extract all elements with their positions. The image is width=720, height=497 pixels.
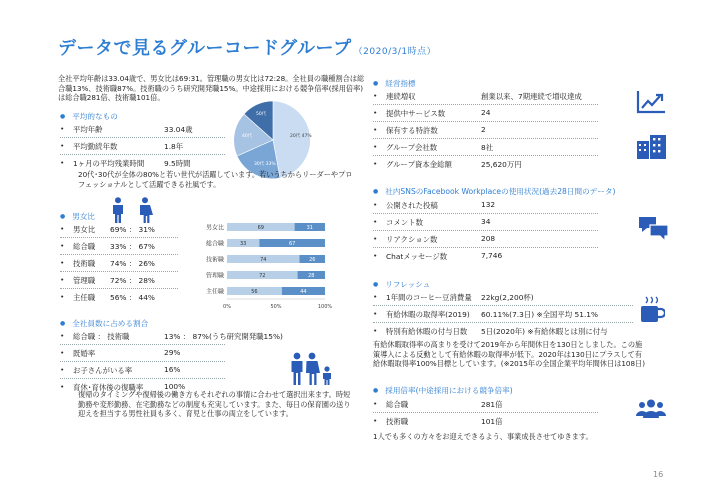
data-label: 31 (306, 225, 313, 231)
category-label: 主任職 (205, 288, 224, 296)
category-label: 管理職 (205, 272, 224, 280)
page-title: データで見るグルーコードグループ （2020/3/1時点） (58, 38, 437, 59)
pie-label: 50代 (256, 112, 267, 117)
section-heading-sns: ● 社内SNSのFacebook Workplaceの使用状況(過去28日間のデータ) (373, 186, 615, 197)
average-note: 20代･30代が全体の80%と若い世代が活躍しています。若いうちからリーダーやプロフェッショナルとして活躍できる社風です。 (78, 170, 353, 189)
slide-page: データで見るグルーコードグループ （2020/3/1時点） 全社平均年齢は33.04歳で、男女比は69:31。管理職の男女比は72:28。全社員の職種割合は総合職13%、技術職87%。技術職のうち研究開発職15%。中途採用における競争倍率(採用倍率)は総合職281倍、技術職101倍。 ● 平均的なもの • 平均年齢 33.04歳 • 平均勤続年数 1.8年 • 1ヶ月の平均残業時間 9.5時間 20代 47% 30代 33% 40代 50代 20代･30代が全体の80%と若い世代が活躍しています。若いうちからリーダーやプロフェッショナルとして活躍できる社風です。 ● 男女比 • 男女比 69% ： 31% • 総合職 33% ： 67% • 技術職 74% ： 26% • 管理職 72% ： 28% • 主任職 56% ： 44% 男女比 69 31 総合職 33 67 技術職 74 26 管理職 72 28 主任職 56 44 0% 50% 100% ● 全社員数に占める割合 • 総合職 ： 技術職 13% ： 87%(うち研究開発職15%) • 既婚率 29% • お子さんがいる率 16% • 育休･育休後の復職率 100% 復帰のタイミングや復帰後の働き方もそれぞれの事情に合わせて選択出来ます。時短勤務や変形勤務、在宅勤務などの制度も充実しています。また、毎日の保育園の送り迎えを担当する男性社員も多く、育児と仕事の両立をしています。 ● 経営指標 • 連続増収 創業以来、7期連続で増収達成 • 提供中サービス数 24 • 保有する特許数 2 • グループ会社数 8社 • グループ資本金総額 25,620万円 ● 社内SNSのFacebook Workplaceの使用状況(過去28日間のデータ) • 公開された投稿 132 • コメント数 34 • リアクション数 208 • Chatメッセージ数 7,746 ● リフレッシュ • 1年間のコーヒー豆消費量 22kg(2,200杯) • 有給休暇の取得率(2019) 60.11%(7.3日) ※全国平均 51.1% • 特別有給休暇の付与日数 5日(2020年) ※有給休暇とは別に付与 有給休暇取得率の高まりを受けて2019年から年間休日を130日としました。この施策導入による反動として有給休暇の取得率が低下。2020年は130日にプラスして有給休暇取得率100%目標としています。(※2015年の全国企業平均年間休日は108日) ● 採用倍率(中途採用における競争倍率) • 総合職 281倍 • 技術職 101倍 1人でも多くの方々をお迎えできるよう、事業成長させてゆきます。 16 (0, 0, 720, 497)
buildings-icon (636, 133, 668, 159)
gender-bar-chart (190, 220, 340, 315)
data-label: 26 (309, 257, 316, 263)
data-label: 72 (259, 273, 266, 279)
tick-label: 50% (270, 304, 282, 310)
chat-icon (638, 215, 670, 243)
age-pie-chart (232, 99, 314, 181)
section-heading-average: ● 平均的なもの (60, 111, 118, 122)
ratio-note: 復帰のタイミングや復帰後の働き方もそれぞれの事情に合わせて選択出来ます。時短勤務や変形勤務、在宅勤務などの制度も充実しています。また、毎日の保育園の送り迎えを担当する男性社員も多く、育児と仕事の両立をしています。 (78, 390, 351, 419)
data-label: 74 (260, 257, 267, 263)
page-date: （2020/3/1時点） (353, 47, 437, 57)
section-heading-ratio: ● 全社員数に占める割合 (60, 318, 148, 329)
tick-label: 0% (223, 304, 231, 310)
pie-label: 40代 (242, 134, 253, 139)
section-heading-recruit: ● 採用倍率(中途採用における競争倍率) (373, 385, 513, 396)
page-number: 16 (653, 470, 664, 479)
section-heading-gender: ● 男女比 (60, 211, 95, 222)
data-label: 28 (308, 273, 315, 279)
category-label: 技術職 (205, 256, 224, 264)
section-heading-refresh: ● リフレッシュ (373, 279, 430, 290)
coffee-cup-icon (639, 296, 665, 324)
refresh-note: 有給休暇取得率の高まりを受けて2019年から年間休日を130日としました。この施策導入による反動として有給休暇の取得率が低下。2020年は130日にプラスして有給休暇取得率100%目標としています。(※2015年の全国企業平均年間休日は108日) (373, 340, 646, 369)
data-label: 44 (300, 289, 307, 295)
male-female-icon (108, 197, 156, 223)
data-label: 69 (257, 225, 264, 231)
family-icon (288, 352, 338, 386)
data-label: 67 (288, 241, 296, 247)
data-label: 56 (251, 289, 258, 295)
category-label: 総合職 (205, 240, 224, 248)
tick-label: 100% (317, 304, 333, 310)
recruit-note: 1人でも多くの方々をお迎えできるよう、事業成長させてゆきます。 (373, 432, 593, 441)
category-label: 男女比 (205, 224, 224, 232)
data-label: 33 (239, 241, 247, 247)
users-group-icon (635, 399, 667, 419)
pie-label: 20代 47% (290, 134, 312, 139)
section-heading-management: ● 経営指標 (373, 78, 416, 89)
pie-label: 30代 33% (254, 162, 276, 167)
growth-chart-icon (636, 90, 666, 114)
intro-paragraph: 全社平均年齢は33.04歳で、男女比は69:31。管理職の男女比は72:28。全社員の職種割合は総合職13%、技術職87%。技術職のうち研究開発職15%。中途採用における競争倍率(採用倍率)は総合職281倍、技術職101倍。 (58, 74, 365, 103)
